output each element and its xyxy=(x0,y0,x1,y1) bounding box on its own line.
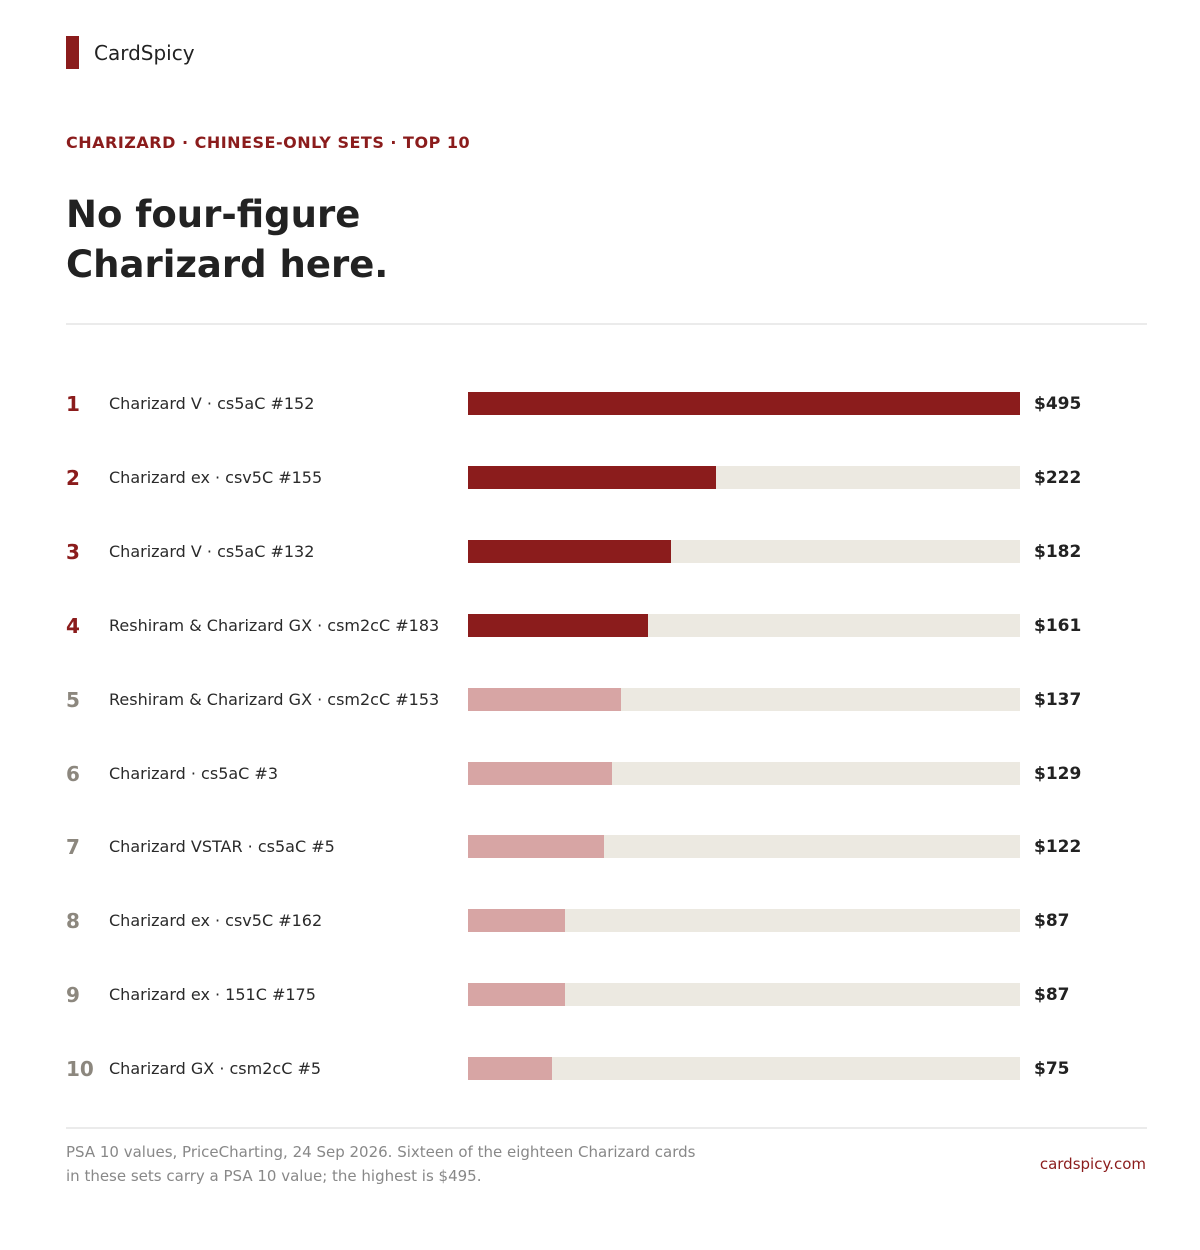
value-label: $129 xyxy=(1034,764,1082,784)
bar xyxy=(468,909,565,932)
card-name-label: Charizard · cs5aC #3 xyxy=(109,764,279,783)
bar xyxy=(468,392,1020,415)
rank-number: 5 xyxy=(66,688,80,712)
bar xyxy=(468,983,565,1006)
value-label: $75 xyxy=(1034,1059,1070,1079)
card-name-label: Charizard ex · csv5C #155 xyxy=(109,468,323,487)
card-name-label: Charizard ex · 151C #175 xyxy=(109,985,316,1004)
bar-track xyxy=(468,614,1020,637)
headline-line-2: Charizard here. xyxy=(66,243,389,286)
bar-track xyxy=(468,540,1020,563)
bar xyxy=(468,466,716,489)
value-label: $222 xyxy=(1034,468,1082,488)
rank-number: 6 xyxy=(66,762,80,786)
card-name-label: Reshiram & Charizard GX · csm2cC #183 xyxy=(109,616,440,635)
bar xyxy=(468,835,604,858)
card-name-label: Charizard V · cs5aC #132 xyxy=(109,542,315,561)
chart-row xyxy=(0,614,1200,638)
bar-track xyxy=(468,392,1020,415)
chart-row xyxy=(0,909,1200,933)
chart-row xyxy=(0,688,1200,712)
bar-track xyxy=(468,688,1020,711)
chart-row xyxy=(0,540,1200,564)
chart-row xyxy=(0,466,1200,490)
value-label: $182 xyxy=(1034,542,1082,562)
bar-track xyxy=(468,835,1020,858)
rank-number: 4 xyxy=(66,614,80,638)
bar xyxy=(468,688,621,711)
top-divider xyxy=(66,323,1147,325)
card-name-label: Charizard ex · csv5C #162 xyxy=(109,911,323,930)
bar-track xyxy=(468,983,1020,1006)
bar xyxy=(468,614,648,637)
value-label: $495 xyxy=(1034,394,1082,414)
card-name-label: Charizard VSTAR · cs5aC #5 xyxy=(109,837,335,856)
bottom-divider xyxy=(66,1127,1147,1129)
value-label: $122 xyxy=(1034,837,1082,857)
rank-number: 10 xyxy=(66,1057,94,1081)
value-label: $137 xyxy=(1034,690,1082,710)
brand xyxy=(66,36,195,69)
chart-row xyxy=(0,1057,1200,1081)
bar xyxy=(468,762,612,785)
bar-track xyxy=(468,466,1020,489)
chart-row xyxy=(0,835,1200,859)
value-label: $87 xyxy=(1034,985,1070,1005)
chart-headline xyxy=(66,190,766,290)
chart-row xyxy=(0,762,1200,786)
rank-number: 8 xyxy=(66,909,80,933)
headline-line-1: No four-figure xyxy=(66,193,361,236)
bar-track xyxy=(468,762,1020,785)
value-label: $87 xyxy=(1034,911,1070,931)
bar xyxy=(468,540,671,563)
rank-number: 3 xyxy=(66,540,80,564)
rank-number: 1 xyxy=(66,392,80,416)
bar-track xyxy=(468,909,1020,932)
rank-number: 9 xyxy=(66,983,80,1007)
site-url: cardspicy.com xyxy=(1039,1155,1146,1173)
bar xyxy=(468,1057,552,1080)
card-name-label: Charizard V · cs5aC #152 xyxy=(109,394,315,413)
chart-row xyxy=(0,983,1200,1007)
card-name-label: Reshiram & Charizard GX · csm2cC #153 xyxy=(109,690,440,709)
brand-name: CardSpicy xyxy=(94,40,195,65)
bar-track xyxy=(468,1057,1020,1080)
card-name-label: Charizard GX · csm2cC #5 xyxy=(109,1059,322,1078)
chart-eyebrow: CHARIZARD · CHINESE-ONLY SETS · TOP 10 xyxy=(66,133,471,152)
value-label: $161 xyxy=(1034,616,1082,636)
rank-number: 2 xyxy=(66,466,80,490)
chart-row xyxy=(0,392,1200,416)
rank-number: 7 xyxy=(66,835,80,859)
source-footnote: PSA 10 values, PriceCharting, 24 Sep 2026. Sixteen of the eighteen Charizard cards in these sets carry a PSA 10 value; the highest is $495. xyxy=(66,1143,696,1185)
brand-mark-icon xyxy=(66,36,79,69)
